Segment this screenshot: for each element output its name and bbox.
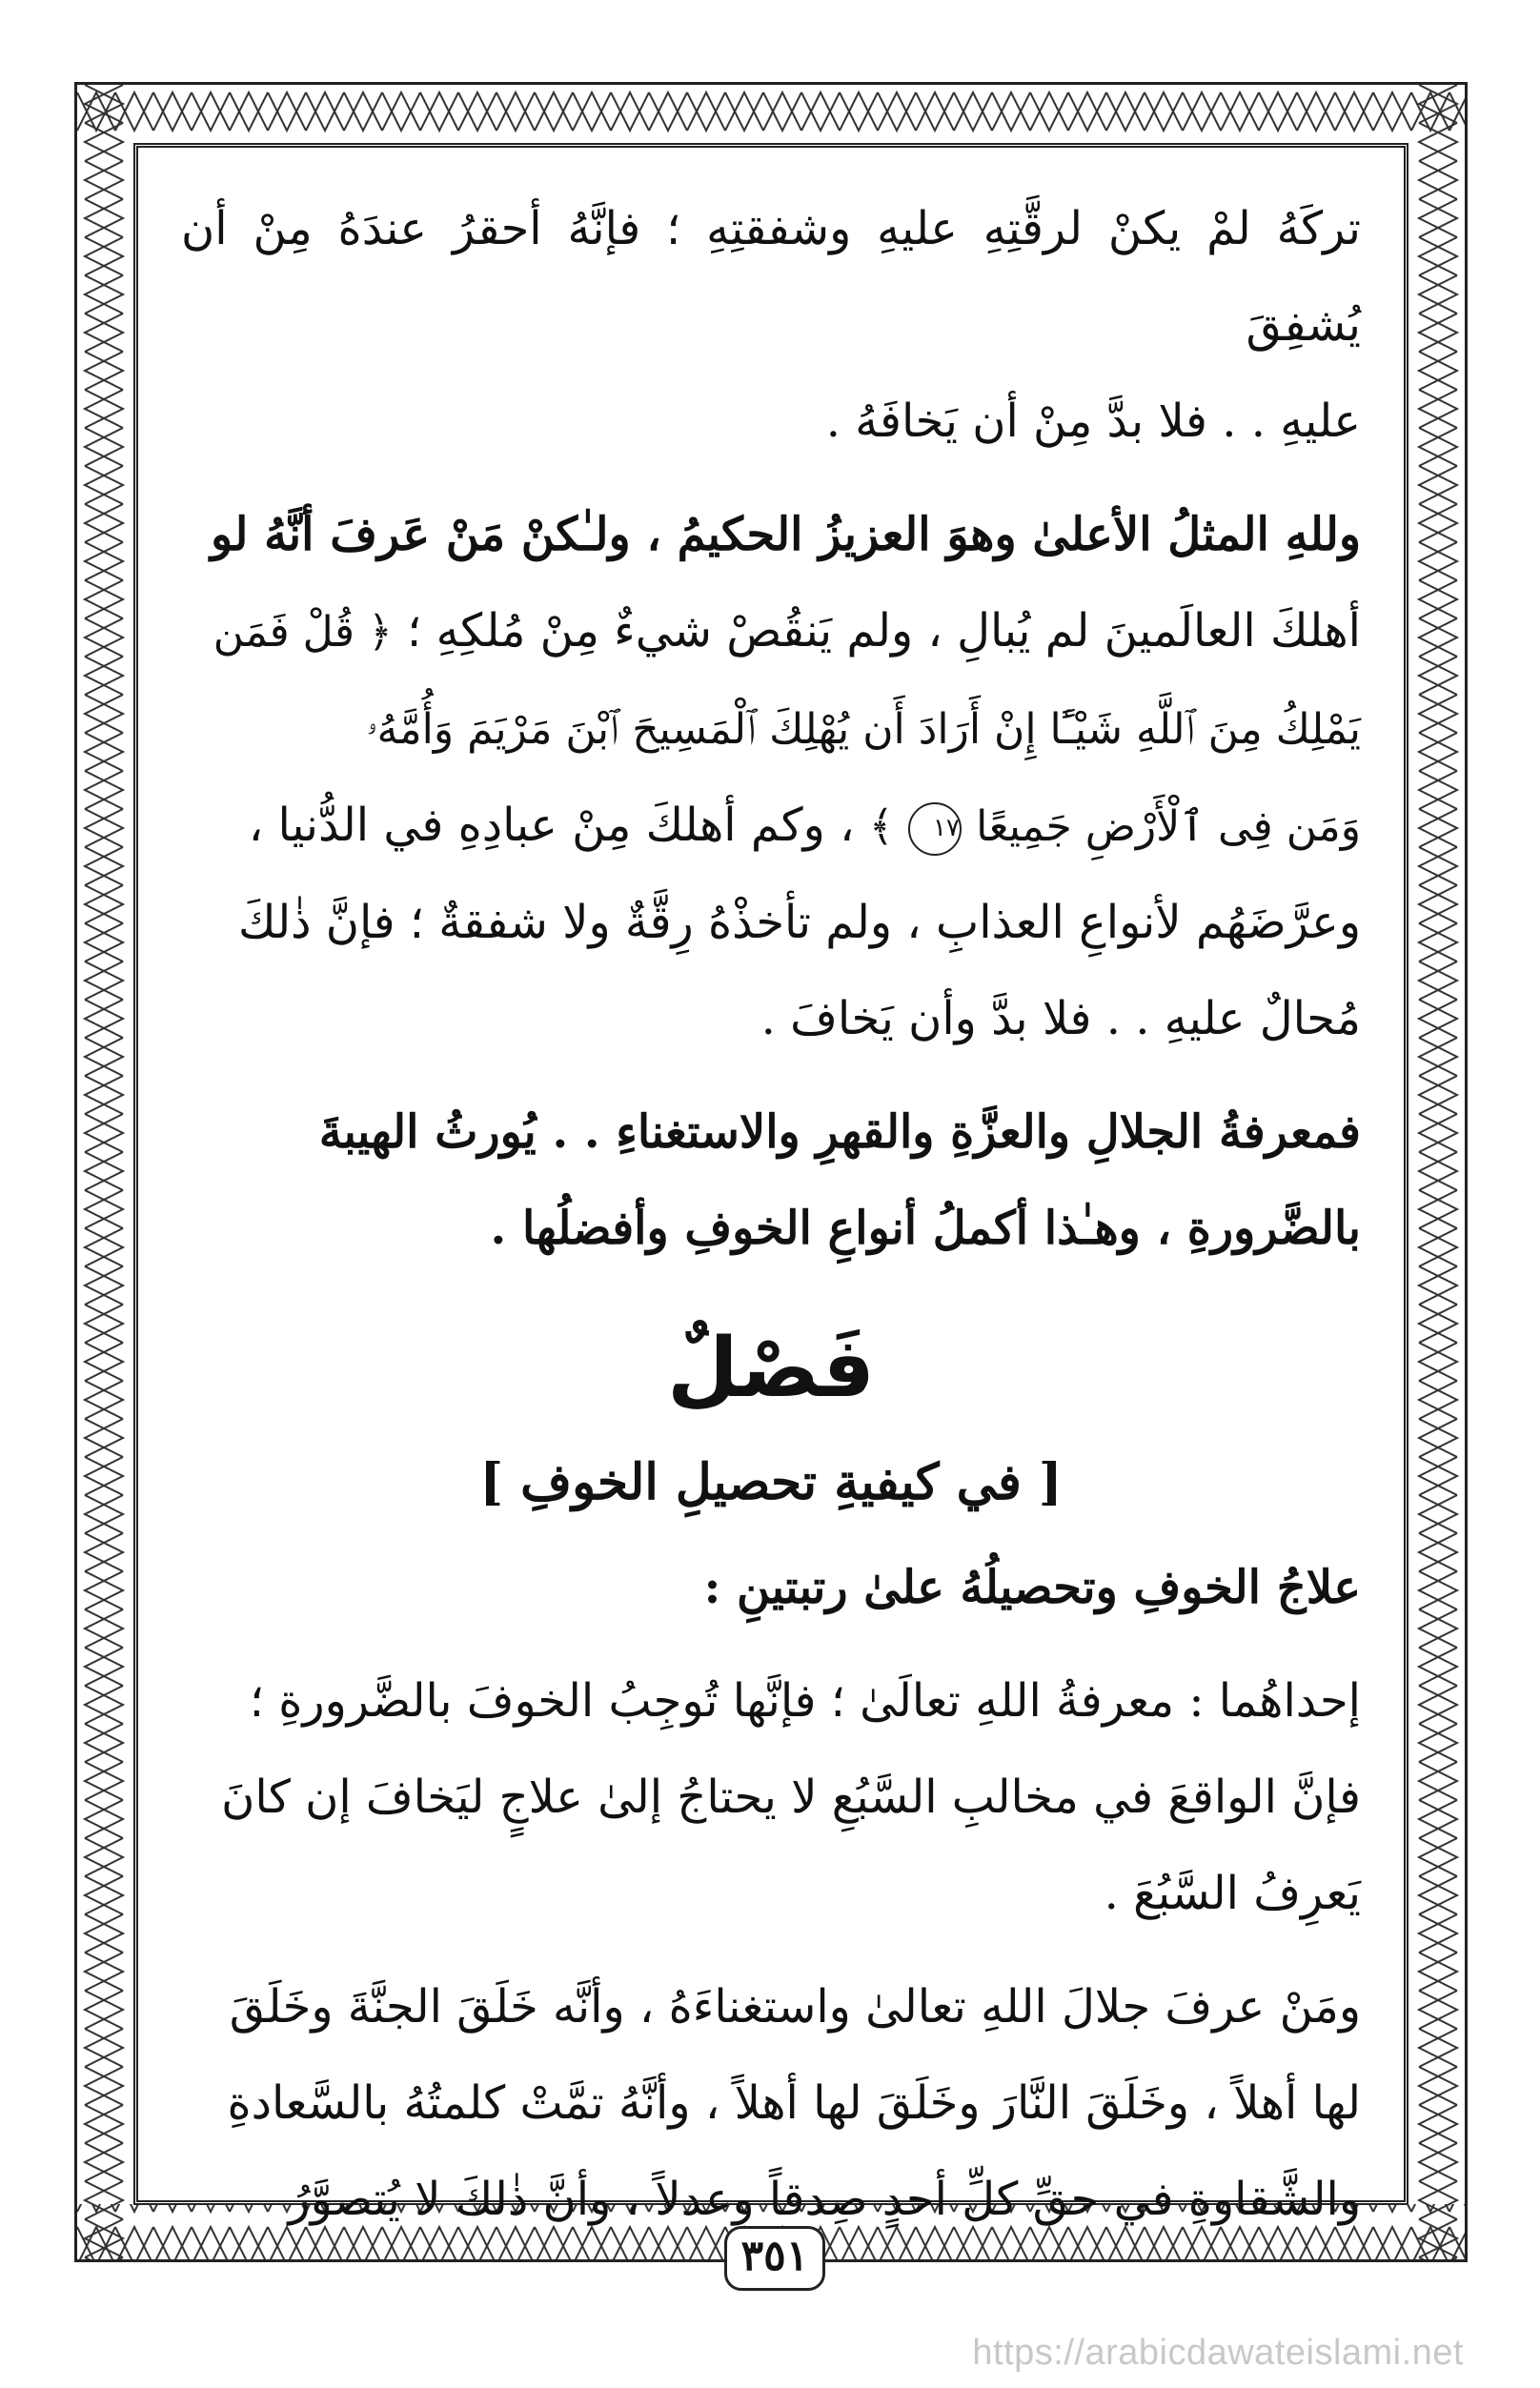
paragraph-6: [181, 1959, 1361, 2248]
line: مُحالٌ عليهِ . . فلا بدَّ وأن يَخافَ .: [760, 992, 1361, 1045]
paragraph-3: [181, 1084, 1361, 1277]
line: عليهِ . . فلا بدَّ مِنْ أن يَخافَهُ .: [825, 395, 1361, 448]
line: أهلكَ العالَمينَ لم يُبالِ ، ولم يَنقُصْ شيءٌ مِنْ مُلكِهِ ؛: [407, 604, 1361, 658]
paragraph-4: [181, 1540, 1361, 1636]
fasl-calligraphy-heading: فَصْلٌ: [667, 1321, 875, 1416]
line: تركَهُ لمْ يكنْ لرقَّتِهِ عليهِ وشفقتِهِ ؛ فإنَّهُ أحقرُ عندَهُ مِنْ أن يُشفِقَ: [181, 202, 1361, 352]
paragraph-5: [181, 1653, 1361, 1942]
line: ومَنْ عرفَ جلالَ اللهِ تعالىٰ واستغناءَهُ ، وأنَّه خَلَقَ الجنَّةَ وخَلَقَ: [229, 1980, 1361, 2034]
line: يَعرِفُ السَّبُعَ .: [1104, 1867, 1361, 1920]
line: والشَّقاوةِ في حقِّ كلِّ أحدٍ صِدقاً وعدلاً ، وأنَّ ذٰلكَ لا يُتصوَّرُ: [288, 2173, 1361, 2226]
line: وعرَّضَهُم لأنواعِ العذابِ ، ولم تأخذْهُ رِقَّةٌ ولا شفقةٌ ؛ فإنَّ ذٰلكَ: [237, 896, 1361, 949]
quran-open: ﴿ قُلْ فَمَن: [213, 608, 393, 657]
line: بالضَّرورةِ ، وهـٰذا أكملُ أنواعِ الخوفِ وأفضلُها .: [490, 1202, 1361, 1255]
line: إحداهُما : معرفةُ اللهِ تعالَىٰ ؛ فإنَّها تُوجِبُ الخوفَ بالضَّرورةِ ؛: [249, 1674, 1361, 1728]
watermark-url: https://arabicdawateislami.net: [972, 2333, 1464, 2373]
line: علاجُ الخوفِ وتحصيلُهُ علىٰ رتبتينِ :: [703, 1561, 1361, 1614]
page-body: [181, 181, 1361, 2265]
line: ، وكم أهلكَ مِنْ عبادِهِ في الدُّنيا ،: [248, 799, 855, 852]
quran-close: ﴾: [868, 802, 894, 851]
line: فمعرفةُ الجلالِ والعزَّةِ والقهرِ والاستغناءِ . . يُورثُ الهيبةَ: [318, 1105, 1361, 1159]
page-number: ٣٥١: [724, 2226, 825, 2291]
quran-line: يَمْلِكُ مِنَ ٱللَّهِ شَيْـًٔا إِنْ أَرَادَ أَن يُهْلِكَ ٱلْمَسِيحَ ٱبْنَ مَرْيَمَ وَأُمَّهُۥ: [366, 705, 1361, 754]
paragraph-1: [181, 181, 1361, 470]
paragraph-2: [181, 487, 1361, 1067]
line: وللهِ المثلُ الأعلىٰ وهوَ العزيزُ الحكيمُ ، ولـٰكنْ مَنْ عَرفَ أنَّهُ لو: [210, 508, 1361, 561]
line: لها أهلاً ، وخَلَقَ النَّارَ وخَلَقَ لها أهلاً ، وأنَّهُ تمَّتْ كلمتُهُ بالسَّعادةِ: [227, 2076, 1361, 2130]
section-title: [ في كيفيةِ تحصيلِ الخوفِ ]: [479, 1453, 1063, 1511]
quran-line: وَمَن فِى ٱلْأَرْضِ جَمِيعًا: [976, 802, 1361, 851]
ayah-number-marker: ١٧: [908, 802, 962, 856]
line: فإنَّ الواقعَ في مخالبِ السَّبُعِ لا يحتاجُ إلىٰ علاجٍ ليَخافَ إن كانَ: [221, 1771, 1361, 1824]
